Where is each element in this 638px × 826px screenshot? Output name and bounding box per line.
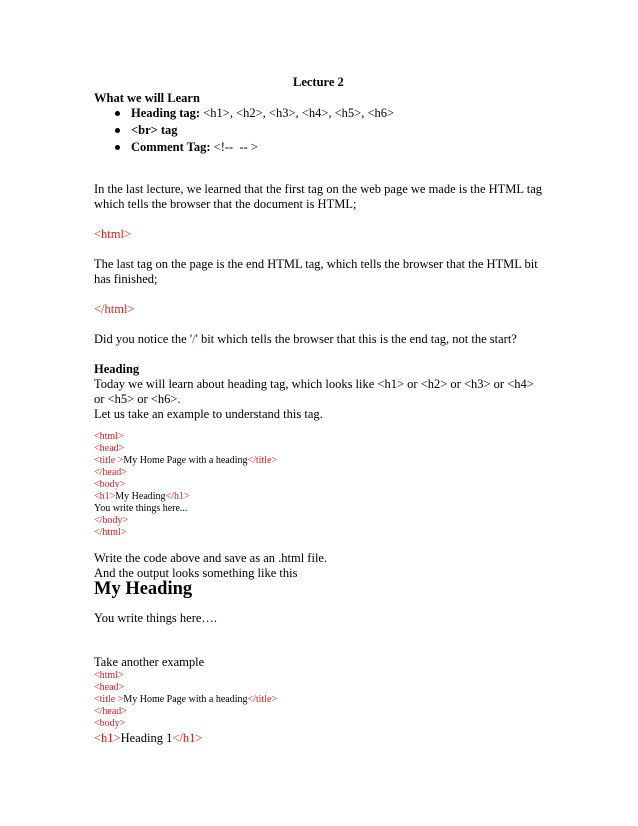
heading-line-2: or <h5> or <h6>. [94,392,181,406]
notice-text: Did you notice the ' [94,332,193,346]
intro-line-2: which tells the browser that the document is HTML; [94,197,357,211]
html-close-tag: </html> [94,302,135,316]
example2-intro: Take another example [94,655,205,669]
code-line: <html> [94,431,124,442]
heading-line-3: Let us take an example to understand this tag. [94,407,323,421]
learn-item-label: <br> tag [131,123,178,137]
code-tag: <title > [94,455,124,466]
code-text: My Heading [115,491,166,502]
code-line: <head> [94,443,125,454]
learn-heading: What we will Learn [94,91,200,105]
learn-item-detail: <h1>, <h2>, <h3>, <h4>, <h5>, <h6> [200,106,395,120]
learn-item-heading-tag [131,107,394,120]
intro-line-1: In the last lecture, we learned that the first tag on the web page we made is the HTML tag [94,182,542,196]
learn-item-label: Heading tag: [131,106,201,120]
code-tag: </h1> [172,731,203,745]
code-line: <head> [94,682,125,693]
code-tag: <h1> [94,491,116,502]
code-line [94,695,277,705]
lecture-title: Lecture 2 [293,75,344,89]
notice-text: ' bit which tells the browser that this is the end tag, not the start? [195,332,517,346]
code-text: My Home Page with a heading [123,694,248,705]
code-tag: </h1> [165,491,190,502]
section-heading: Heading [94,362,140,376]
bullet-icon [115,145,120,150]
heading-line-1: Today we will learn about heading tag, which looks like <h1> or <h2> or <h3> or <h4> [94,377,534,391]
output-heading: My Heading [94,579,193,599]
code-line: <body> [94,479,126,490]
code-tag: <h1> [94,731,121,745]
slash-char: / [192,332,196,346]
learn-item-br-tag [131,124,178,137]
code-line: <html> [94,670,124,681]
html-open-tag: <html> [94,227,132,241]
output-line-2: And the output looks something like this [94,566,298,580]
code-tag: </title> [247,455,278,466]
code-line: </body> [94,515,129,526]
code-text: Heading 1 [120,731,173,745]
code-line [94,492,190,502]
code-line: </html> [94,527,127,538]
learn-item-comment-tag [131,141,258,154]
learn-item-detail: <!-- -- > [210,140,258,154]
bullet-icon [115,111,120,116]
code-tag: </title> [247,694,278,705]
code-line: </head> [94,467,127,478]
code-line [94,732,202,745]
code-line [94,456,277,466]
learn-item-label: Comment Tag: [131,140,211,154]
output-line-1: Write the code above and save as an .html file. [94,551,328,565]
code-line: <body> [94,718,126,729]
code-line: </head> [94,706,127,717]
code-line: You write things here... [94,503,188,514]
end-line-1: The last tag on the page is the end HTML tag, which tells the browser that the HTML bit [94,257,538,271]
notice-line [94,333,517,346]
output-text: You write things here…. [94,611,218,625]
end-line-2: has finished; [94,272,158,286]
bullet-icon [115,128,120,133]
code-text: My Home Page with a heading [123,455,248,466]
code-tag: <title > [94,694,124,705]
